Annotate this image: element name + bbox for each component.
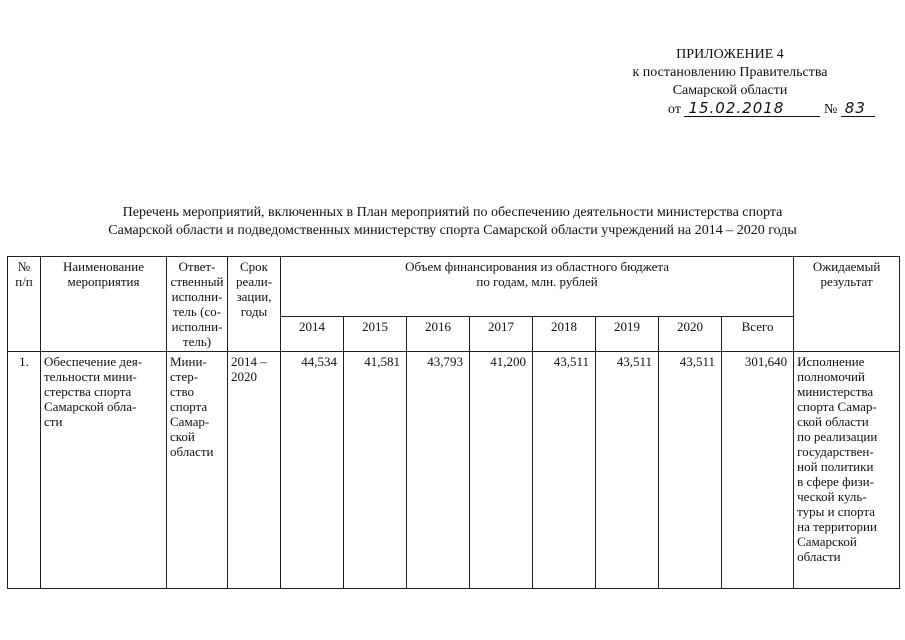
appendix-header [560,46,900,119]
row-number: 1. [8,352,41,589]
header-year: 2015 [344,317,407,352]
row-value-2016: 43,793 [407,352,470,589]
row-result: Исполнение полномочий министерства спорта Самар- ской области по реализации государствен- ной политики в сфере физи- ческой куль- туры и спорта на территории Самарской области [794,352,900,589]
handwritten-date: 15.02.2018 [684,100,820,117]
row-value-total: 301,640 [722,352,794,589]
header-year: 2018 [533,317,596,352]
header-year: 2020 [659,317,722,352]
header-row-1 [8,257,900,317]
header-result: Ожидаемый результат [794,257,900,352]
appendix-date-line [560,100,900,119]
title-line-1: Перечень мероприятий, включенных в План мероприятий по обеспечению деятельности министерства спорта [122,205,783,220]
header-name: Наименование мероприятия [41,257,167,352]
header-year: 2019 [596,317,659,352]
title-line-2: Самарской области и подведомственных министерству спорта Самарской области учреждений на 2014 – 2020 годы [108,223,797,238]
header-term: Срок реали- зации, годы [228,257,281,352]
number-label: № [823,102,838,117]
row-name: Обеспечение дея- тельности мини- стерства спорта Самарской обла- сти [41,352,167,589]
header-total: Всего [722,317,794,352]
plan-table [7,256,900,589]
appendix-region: Самарской области [672,83,788,98]
row-value-2014: 44,534 [281,352,344,589]
row-value-2019: 43,511 [596,352,659,589]
header-year: 2017 [470,317,533,352]
header-funding: Объем финансирования из областного бюджета по годам, млн. рублей [281,257,794,317]
table-row [8,352,900,589]
row-value-2015: 41,581 [344,352,407,589]
row-value-2017: 41,200 [470,352,533,589]
header-year: 2014 [281,317,344,352]
row-value-2020: 43,511 [659,352,722,589]
from-label: от [668,102,681,117]
appendix-title: ПРИЛОЖЕНИЕ 4 [676,47,784,62]
header-executor: Ответ- ственный исполни- тель (со- исполни- тель) [167,257,228,352]
appendix-resolution: к постановлению Правительства [632,65,828,80]
row-term: 2014 – 2020 [228,352,281,589]
handwritten-number: 83 [841,100,875,117]
header-number: № п/п [8,257,41,352]
row-value-2018: 43,511 [533,352,596,589]
header-year: 2016 [407,317,470,352]
document-title [0,204,905,240]
row-executor: Мини- стер- ство спорта Самар- ской области [167,352,228,589]
